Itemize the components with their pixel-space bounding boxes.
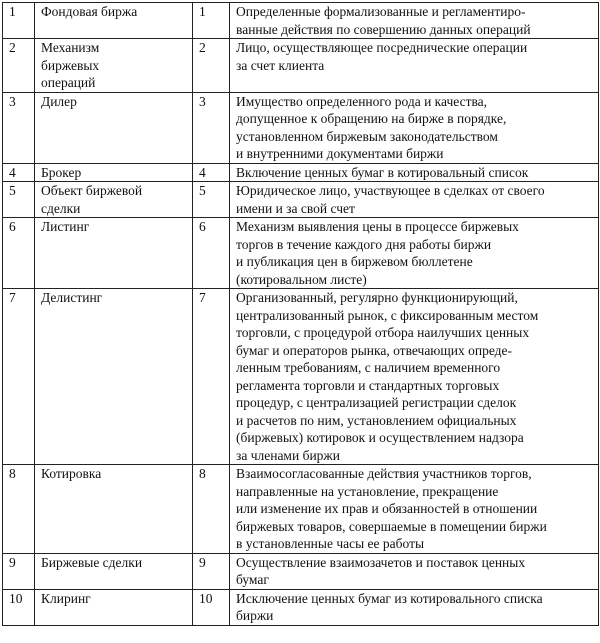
term: Биржевые сделки bbox=[35, 553, 193, 589]
table-row bbox=[3, 92, 599, 163]
table-row bbox=[3, 218, 599, 289]
term-number: 6 bbox=[3, 218, 35, 289]
table-row bbox=[3, 3, 599, 39]
table-row bbox=[3, 182, 599, 218]
term-number: 4 bbox=[3, 163, 35, 182]
definition: Имущество определенного рода и качества, допущенное к обращению на бирже в порядке, установленном биржевым законодательством и внутренними документами биржи bbox=[230, 92, 599, 163]
term-number: 5 bbox=[3, 182, 35, 218]
definition: Осуществление взаимозачетов и поставок ценных бумаг bbox=[230, 553, 599, 589]
definition: Определенные формализованные и регламентиро- ванные действия по совершению данных операций bbox=[230, 3, 599, 39]
definition: Включение ценных бумаг в котировальный список bbox=[230, 163, 599, 182]
definition-number: 2 bbox=[193, 39, 230, 93]
definition-number: 3 bbox=[193, 92, 230, 163]
matching-table bbox=[2, 2, 599, 626]
definition: Организованный, регулярно функционирующий, централизованный рынок, с фиксированным местом торговли, с процедурой отбора наилучших ценных бумаг и операторов рынка, отвечающих опреде- ленным требованиям, с наличием временного регламента торговли и стандартных торговых процедур, с централизацией регистрации сделок и расчетов по ним, установлением официальных (биржевых) котировок и осуществлением надзора за членами биржи bbox=[230, 289, 599, 465]
definition: Лицо, осуществляющее посреднические операции за счет клиента bbox=[230, 39, 599, 93]
definition-number: 8 bbox=[193, 465, 230, 554]
term: Фондовая биржа bbox=[35, 3, 193, 39]
table-row bbox=[3, 465, 599, 554]
term-number: 7 bbox=[3, 289, 35, 465]
term: Клиринг bbox=[35, 589, 193, 625]
definition: Механизм выявления цены в процессе биржевых торгов в течение каждого дня работы биржи и публикация цен в биржевом бюллетене (котировальном листе) bbox=[230, 218, 599, 289]
definition-number: 6 bbox=[193, 218, 230, 289]
table-row bbox=[3, 39, 599, 93]
term: Объект биржевой сделки bbox=[35, 182, 193, 218]
term-number: 2 bbox=[3, 39, 35, 93]
term: Дилер bbox=[35, 92, 193, 163]
definition: Юридическое лицо, участвующее в сделках от своего имени и за свой счет bbox=[230, 182, 599, 218]
definition: Взаимосогласованные действия участников торгов, направленные на установление, прекращение или изменение их прав и обязанностей в отношении биржевых товаров, совершаемые в помещении биржи в установленные часы ее работы bbox=[230, 465, 599, 554]
definition-number: 7 bbox=[193, 289, 230, 465]
term: Котировка bbox=[35, 465, 193, 554]
term: Механизм биржевых операций bbox=[35, 39, 193, 93]
term: Листинг bbox=[35, 218, 193, 289]
table-row bbox=[3, 589, 599, 625]
term: Брокер bbox=[35, 163, 193, 182]
definition-number: 9 bbox=[193, 553, 230, 589]
definition-number: 4 bbox=[193, 163, 230, 182]
table-row bbox=[3, 289, 599, 465]
term-number: 8 bbox=[3, 465, 35, 554]
term-number: 10 bbox=[3, 589, 35, 625]
definition-number: 10 bbox=[193, 589, 230, 625]
term: Делистинг bbox=[35, 289, 193, 465]
term-number: 3 bbox=[3, 92, 35, 163]
table-row bbox=[3, 163, 599, 182]
definition: Исключение ценных бумаг из котировального списка биржи bbox=[230, 589, 599, 625]
term-number: 9 bbox=[3, 553, 35, 589]
definition-number: 1 bbox=[193, 3, 230, 39]
definition-number: 5 bbox=[193, 182, 230, 218]
table-row bbox=[3, 553, 599, 589]
term-number: 1 bbox=[3, 3, 35, 39]
